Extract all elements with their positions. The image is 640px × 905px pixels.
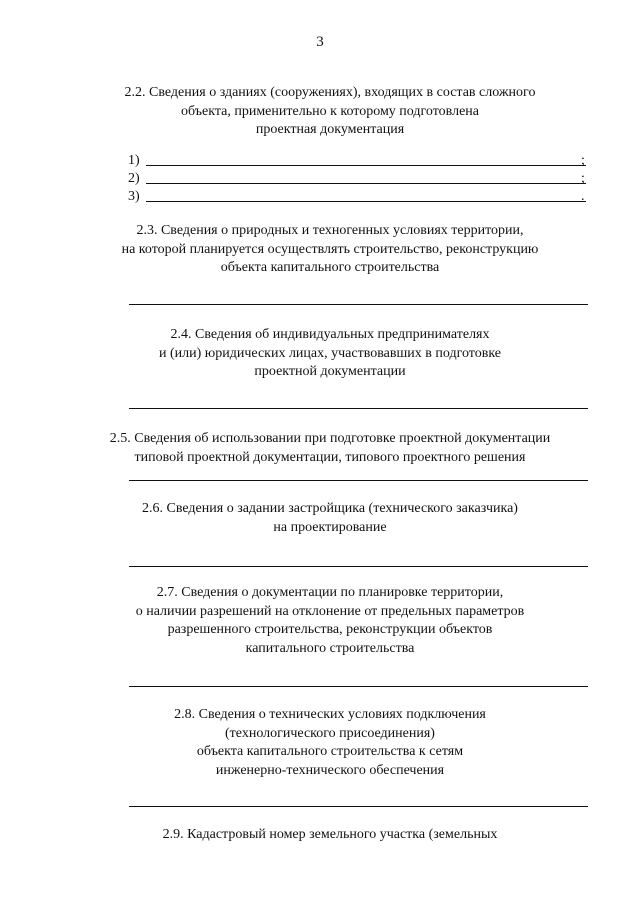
fill-in-line [146,165,586,166]
heading-line: объекта, применительно к которому подготовлена [180,103,479,119]
heading-line: объекта капитального строительства [220,260,440,275]
list-item-end: ; [581,171,585,186]
section-2-5-heading [90,430,570,467]
section-2-7-heading [110,584,550,658]
heading-line: (технологического присоединения) [225,725,435,741]
list-item-number: 3) [128,189,140,204]
fill-in-line [129,480,588,481]
list-item-number: 1) [128,153,140,168]
heading-line: объекта капитального строительства к сетям [196,744,464,759]
heading-line: 2.5. Сведения об использовании при подготовке проектной документации [109,431,551,446]
heading-line: 2.7. Сведения о документации по планировке территории, [156,585,504,600]
heading-line: 2.6. Сведения о задании застройщика (технического заказчика) [142,501,518,516]
heading-line: о наличии разрешений на отклонение от предельных параметров [135,603,525,619]
heading-line: 2.4. Сведения об индивидуальных предпринимателях [170,327,490,342]
heading-line: 2.2. Сведения о зданиях (сооружениях), входящих в состав сложного [124,85,536,100]
heading-line: разрешенного строительства, реконструкции объектов [167,622,493,637]
heading-line: на которой планируется осуществлять строительство, реконструкцию [121,241,539,257]
fill-in-line [129,304,588,305]
list-item-end: ; [581,153,585,168]
fill-in-line [146,201,586,202]
heading-line: проектная документация [255,122,405,137]
heading-line: 2.3. Сведения о природных и техногенных условиях территории, [136,223,524,238]
heading-line: капитального строительства [245,640,415,656]
page-number: 3 [316,34,324,50]
list-item-number: 2) [128,171,140,186]
section-2-9-heading [110,826,550,845]
fill-in-line [129,566,588,567]
list-item-end: . [581,189,585,204]
fill-in-line [129,806,588,807]
fill-in-line [146,183,586,184]
heading-line: 2.8. Сведения о технических условиях подключения [174,707,486,722]
section-2-6-heading [110,500,550,537]
heading-line: типовой проектной документации, типового проектного решения [134,449,526,465]
fill-in-line [129,408,588,409]
section-2-4-heading [110,326,550,382]
section-2-2-heading [110,84,550,140]
section-2-8-heading [110,706,550,780]
heading-line: на проектирование [273,519,387,535]
fill-in-line [129,686,588,687]
heading-line: и (или) юридических лицах, участвовавших в подготовке [158,345,501,361]
heading-line: проектной документации [254,364,406,379]
heading-line: 2.9. Кадастровый номер земельного участка (земельных [162,827,498,842]
section-2-3-heading [110,222,550,278]
heading-line: инженерно-технического обеспечения [215,762,445,778]
